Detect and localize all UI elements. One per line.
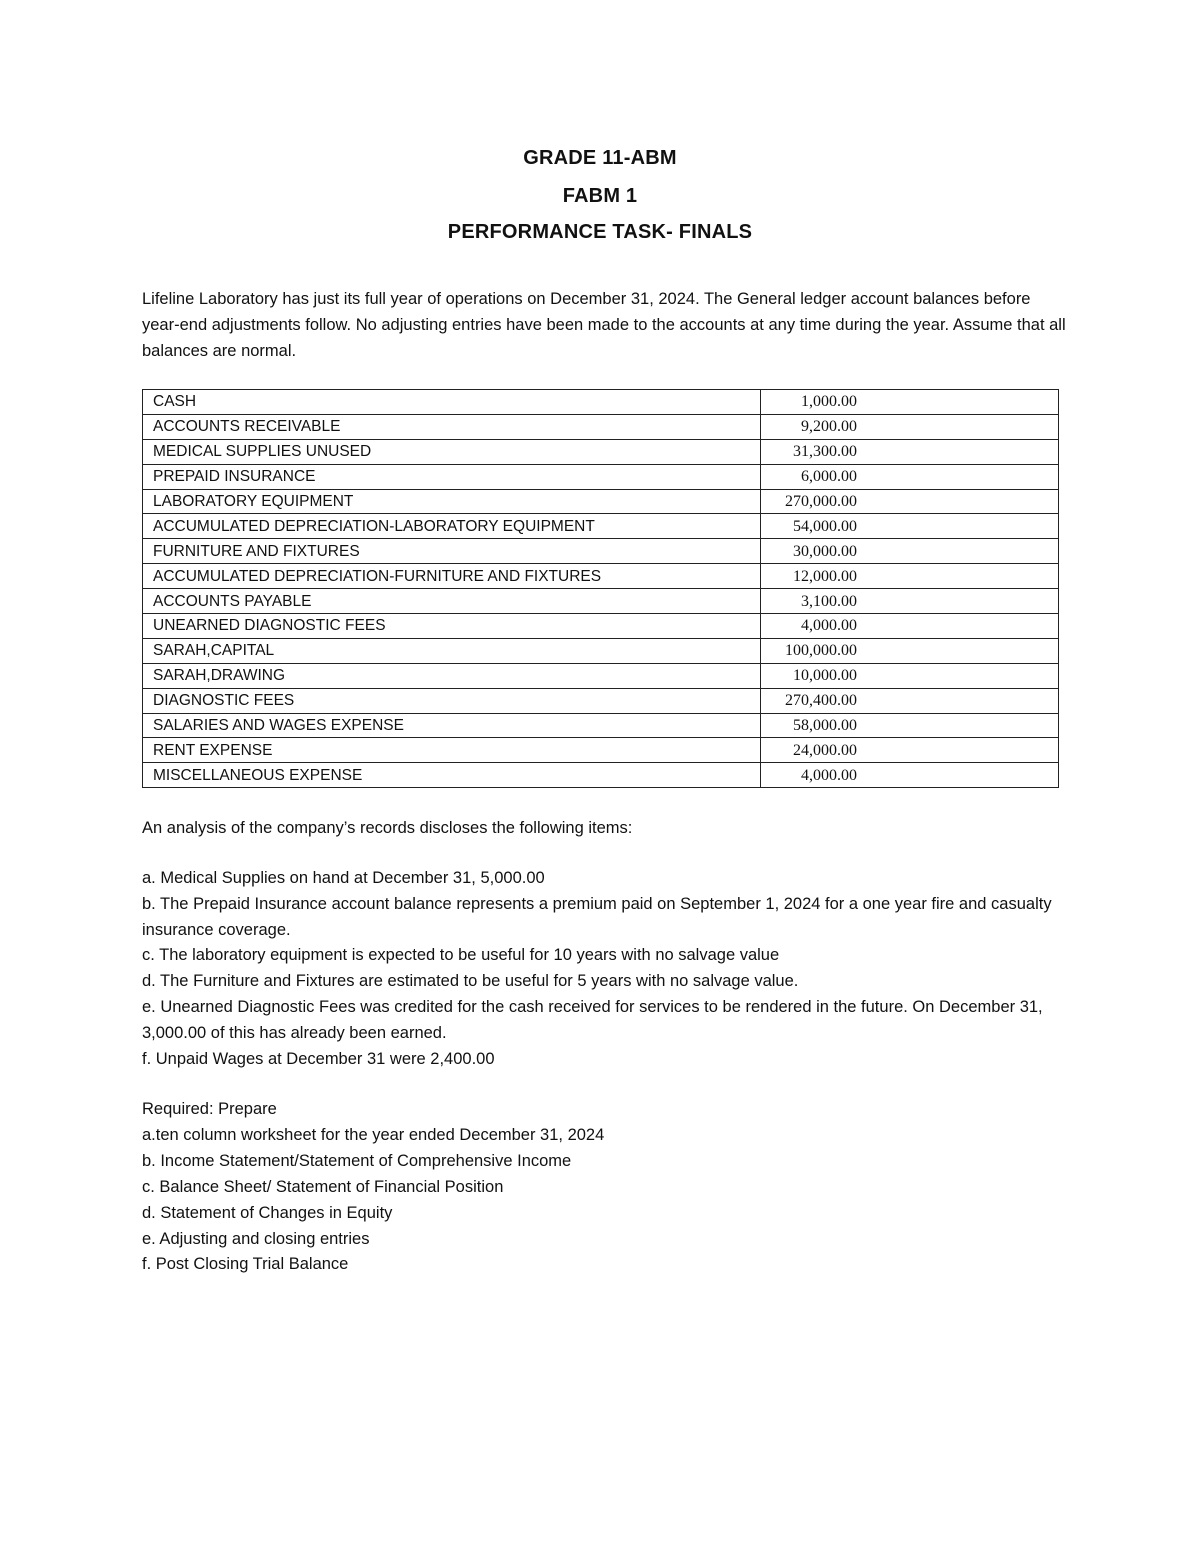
table-row <box>143 614 1059 639</box>
title-task: PERFORMANCE TASK- FINALS <box>447 221 753 243</box>
analysis-items-list <box>142 866 1077 1072</box>
account-name: LABORATORY EQUIPMENT <box>143 489 761 514</box>
required-section <box>142 1097 1072 1278</box>
account-amount: 54,000.00 <box>761 514 1059 539</box>
table-row <box>143 738 1059 763</box>
list-item: f. Post Closing Trial Balance <box>142 1255 349 1274</box>
account-amount: 4,000.00 <box>761 763 1059 788</box>
table-row <box>143 390 1059 415</box>
list-item: d. The Furniture and Fixtures are estimated to be useful for 5 years with no salvage value. <box>142 972 799 991</box>
account-amount: 12,000.00 <box>761 564 1059 589</box>
account-name: SARAH,DRAWING <box>143 663 761 688</box>
list-item: b. The Prepaid Insurance account balance represents a premium paid on September 1, 2024 for a one year fire and casualty insurance coverage. <box>142 894 1052 939</box>
analysis-intro: An analysis of the company’s records discloses the following items: <box>142 819 633 837</box>
account-name: CASH <box>143 390 761 415</box>
account-name: UNEARNED DIAGNOSTIC FEES <box>143 614 761 639</box>
table-row <box>143 414 1059 439</box>
account-name: SALARIES AND WAGES EXPENSE <box>143 713 761 738</box>
ledger-table <box>142 389 1059 788</box>
account-name: ACCUMULATED DEPRECIATION-LABORATORY EQUIPMENT <box>143 514 761 539</box>
account-name: MISCELLANEOUS EXPENSE <box>143 763 761 788</box>
table-row <box>143 564 1059 589</box>
required-heading: Required: Prepare <box>142 1100 277 1118</box>
table-row <box>143 763 1059 788</box>
table-row <box>143 464 1059 489</box>
account-name: DIAGNOSTIC FEES <box>143 688 761 713</box>
list-item: d. Statement of Changes in Equity <box>142 1203 393 1222</box>
list-item: a. Medical Supplies on hand at December 31, 5,000.00 <box>142 869 545 887</box>
account-name: ACCOUNTS RECEIVABLE <box>143 414 761 439</box>
account-amount: 3,100.00 <box>761 589 1059 614</box>
account-amount: 6,000.00 <box>761 464 1059 489</box>
list-item: e. Unearned Diagnostic Fees was credited for the cash received for services to be rendered in the future. On December 31, 3,000.00 of this has already been earned. <box>142 997 1043 1042</box>
account-amount: 58,000.00 <box>761 713 1059 738</box>
account-amount: 270,000.00 <box>761 489 1059 514</box>
table-row <box>143 589 1059 614</box>
account-name: FURNITURE AND FIXTURES <box>143 539 761 564</box>
list-item: f. Unpaid Wages at December 31 were 2,400.00 <box>142 1049 495 1068</box>
table-row <box>143 514 1059 539</box>
table-row <box>143 663 1059 688</box>
table-row <box>143 539 1059 564</box>
list-item: b. Income Statement/Statement of Comprehensive Income <box>142 1151 572 1170</box>
table-row <box>143 489 1059 514</box>
account-name: ACCOUNTS PAYABLE <box>143 589 761 614</box>
table-row <box>143 439 1059 464</box>
account-amount: 30,000.00 <box>761 539 1059 564</box>
title-grade: GRADE 11-ABM <box>523 147 677 169</box>
list-item: e. Adjusting and closing entries <box>142 1229 370 1248</box>
table-row <box>143 688 1059 713</box>
list-item: a.ten column worksheet for the year ended December 31, 2024 <box>142 1125 605 1144</box>
account-amount: 100,000.00 <box>761 638 1059 663</box>
account-name: MEDICAL SUPPLIES UNUSED <box>143 439 761 464</box>
intro-paragraph: Lifeline Laboratory has just its full year of operations on December 31, 2024. The General ledger account balances before year-end adjustments follow. No adjusting entries have been made to the accounts at any time during the year. Assume that all balances are normal. <box>142 290 1066 360</box>
account-name: PREPAID INSURANCE <box>143 464 761 489</box>
account-amount: 24,000.00 <box>761 738 1059 763</box>
account-name: RENT EXPENSE <box>143 738 761 763</box>
account-amount: 10,000.00 <box>761 663 1059 688</box>
account-amount: 31,300.00 <box>761 439 1059 464</box>
account-amount: 9,200.00 <box>761 414 1059 439</box>
account-amount: 270,400.00 <box>761 688 1059 713</box>
title-subject: FABM 1 <box>562 185 638 207</box>
account-name: ACCUMULATED DEPRECIATION-FURNITURE AND FIXTURES <box>143 564 761 589</box>
list-item: c. The laboratory equipment is expected to be useful for 10 years with no salvage value <box>142 946 780 965</box>
table-row <box>143 713 1059 738</box>
account-amount: 4,000.00 <box>761 614 1059 639</box>
table-row <box>143 638 1059 663</box>
account-name: SARAH,CAPITAL <box>143 638 761 663</box>
account-amount: 1,000.00 <box>761 390 1059 415</box>
list-item: c. Balance Sheet/ Statement of Financial Position <box>142 1177 504 1196</box>
